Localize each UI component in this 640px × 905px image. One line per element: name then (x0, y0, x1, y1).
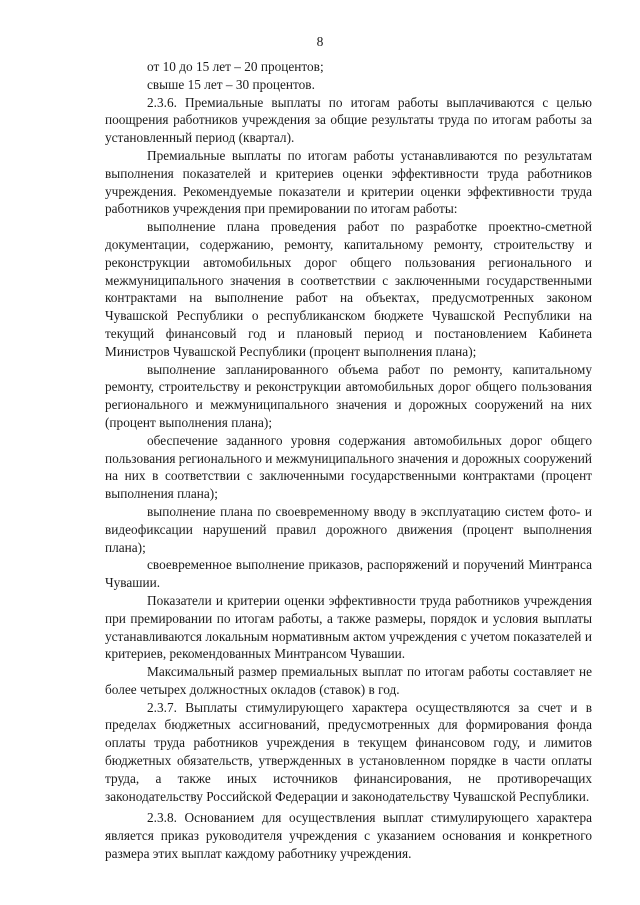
page-number: 8 (316, 34, 324, 49)
paragraph: Максимальный размер премиальных выплат по итогам работы составляет не более четырех должностных окладов (ставок) в год. (105, 664, 592, 697)
paragraph: 2.3.8. Основанием для осуществления выплат стимулирующего характера является приказ руководителя учреждения с указанием основания и конкретного размера этих выплат каждому работнику учреждения. (105, 810, 592, 862)
paragraph: от 10 до 15 лет – 20 процентов; (147, 59, 324, 74)
paragraph: Показатели и критерии оценки эффективности труда работников учреждения при премировании по итогам работы, а также размеры, порядок и условия выплаты устанавливаются локальным нормативным актом учреждения с учетом показателей и критериев, рекомендованных Минтрансом Чувашии. (105, 592, 592, 662)
paragraph: выполнение плана по своевременному вводу в эксплуатацию систем фото- и видеофиксации нарушений правил дорожного движения (процент выполнения плана); (105, 503, 592, 555)
document-body (105, 58, 592, 863)
paragraph: своевременное выполнение приказов, распоряжений и поручений Минтранса Чувашии. (105, 557, 592, 591)
paragraph: Премиальные выплаты по итогам работы устанавливаются по результатам выполнения показателей и критериев оценки эффективности труда работников учреждения. Рекомендуемые показатели и критерии оценки эффективности труда работников учреждения при премировании по итогам работы: (105, 147, 592, 217)
paragraph: свыше 15 лет – 30 процентов. (147, 76, 315, 92)
paragraph: обеспечение заданного уровня содержания автомобильных дорог общего пользования регионального и межмуниципального значения и дорожных сооружений на них в соответствии с заключенными государственными контрактами (процент выполнения плана); (105, 432, 592, 502)
paragraph: 2.3.6. Премиальные выплаты по итогам работы выплачиваются с целью поощрения работников учреждения за общие результаты труда по итогам работы за установленный период (квартал). (105, 94, 592, 146)
paragraph: 2.3.7. Выплаты стимулирующего характера осуществляются за счет и в пределах бюджетных ассигнований, предусмотренных для формирования фонда оплаты труда работников учреждения в текущем финансовом году, и лимитов бюджетных обязательств, утвержденных в установленном порядке в части оплаты труда, а также иных источников финансирования, не противоречащих законодательству Российской Федерации и законодательству Чувашской Республики. (105, 699, 592, 804)
paragraph: выполнение запланированного объема работ по ремонту, капитальному ремонту, строительству и реконструкции автомобильных дорог общего пользования регионального и межмуниципального значения и дорожных сооружений на них (процент выполнения плана); (105, 361, 592, 430)
paragraph: выполнение плана проведения работ по разработке проектно-сметной документации, содержанию, ремонту, капитальному ремонту, строительству и реконструкции автомобильных дорог общего пользования регионального и межмуниципального значения в соответствии с заключенными государственными контрактами на выполнение работ на объектах, предусмотренных законом Чувашской Республики о республиканском бюджете Чувашской Республики на текущий финансовый год и плановый период и постановлением Кабинета Министров Чувашской Республики (процент выполнения плана); (105, 219, 592, 359)
